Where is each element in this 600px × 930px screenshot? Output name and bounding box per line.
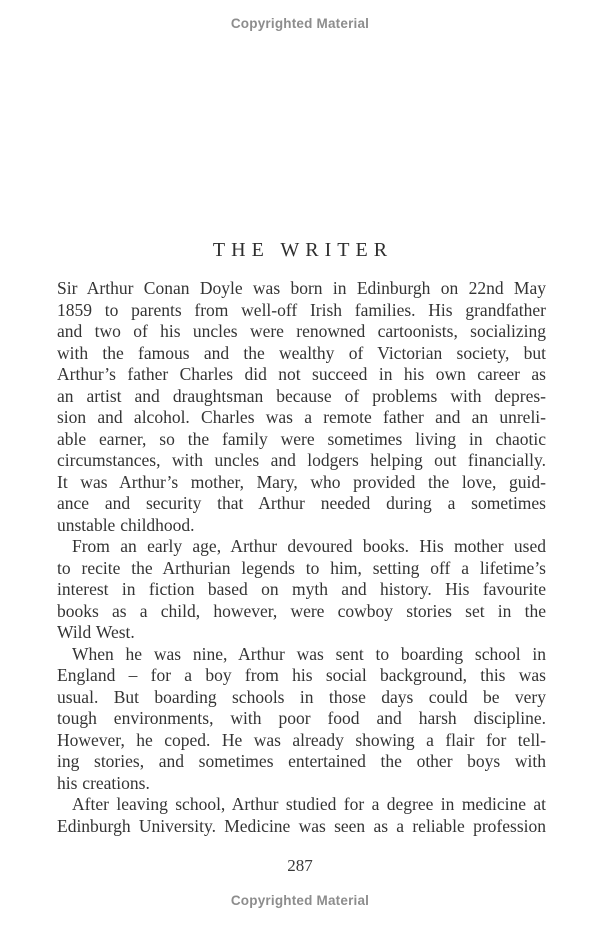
body-text: [57, 278, 546, 837]
chapter-heading: THE WRITER: [212, 239, 394, 262]
text-line: Wild West.: [57, 622, 135, 642]
text-line: an artist and draughtsman because of problems with depres-: [57, 385, 546, 406]
text-line: When he was nine, Arthur was sent to boarding school in: [72, 643, 546, 664]
text-line: his creations.: [57, 772, 150, 793]
copyright-notice-top: Copyrighted Material: [230, 16, 370, 31]
text-line: with the famous and the wealthy of Victorian society, but: [57, 342, 546, 363]
text-line: interest in fiction based on myth and history. His favourite: [57, 579, 546, 599]
paragraph: [57, 278, 546, 536]
paragraph: [57, 644, 546, 795]
text-line: Edinburgh University. Medicine was seen as a reliable profession: [57, 815, 546, 836]
text-line: tough environments, with poor food and harsh discipline.: [57, 708, 546, 728]
paragraph: [57, 794, 546, 837]
text-line: usual. But boarding schools in those days could be very: [57, 686, 546, 707]
page-number: 287: [287, 856, 313, 875]
text-line: sion and alcohol. Charles was a remote father and an unreli-: [57, 407, 546, 427]
text-line: Sir Arthur Conan Doyle was born in Edinburgh on 22nd May: [57, 278, 546, 298]
text-line: to recite the Arthurian legends to him, setting off a lifetime’s: [57, 557, 546, 578]
text-line: 1859 to parents from well-off Irish families. His grandfather: [57, 299, 546, 320]
text-line: It was Arthur’s mother, Mary, who provided the love, guid-: [57, 471, 546, 492]
text-line: However, he coped. He was already showing a flair for tell-: [57, 729, 546, 750]
text-line: circumstances, with uncles and lodgers helping out financially.: [57, 450, 546, 470]
text-line: From an early age, Arthur devoured books. His mother used: [72, 536, 546, 556]
text-line: England – for a boy from his social background, this was: [57, 665, 546, 685]
paragraph: [57, 536, 546, 644]
text-line: unstable childhood.: [57, 514, 195, 535]
text-line: and two of his uncles were renowned cartoonists, socializing: [57, 321, 546, 341]
text-line: books as a child, however, were cowboy stories set in the: [57, 600, 546, 621]
text-line: able earner, so the family were sometimes living in chaotic: [57, 428, 546, 449]
text-line: After leaving school, Arthur studied for a degree in medicine at: [72, 794, 546, 814]
copyright-notice-bottom: Copyrighted Material: [230, 893, 370, 908]
text-line: Arthur’s father Charles did not succeed in his own career as: [57, 364, 546, 384]
text-line: ance and security that Arthur needed during a sometimes: [57, 493, 546, 513]
text-line: ing stories, and sometimes entertained the other boys with: [57, 751, 546, 771]
